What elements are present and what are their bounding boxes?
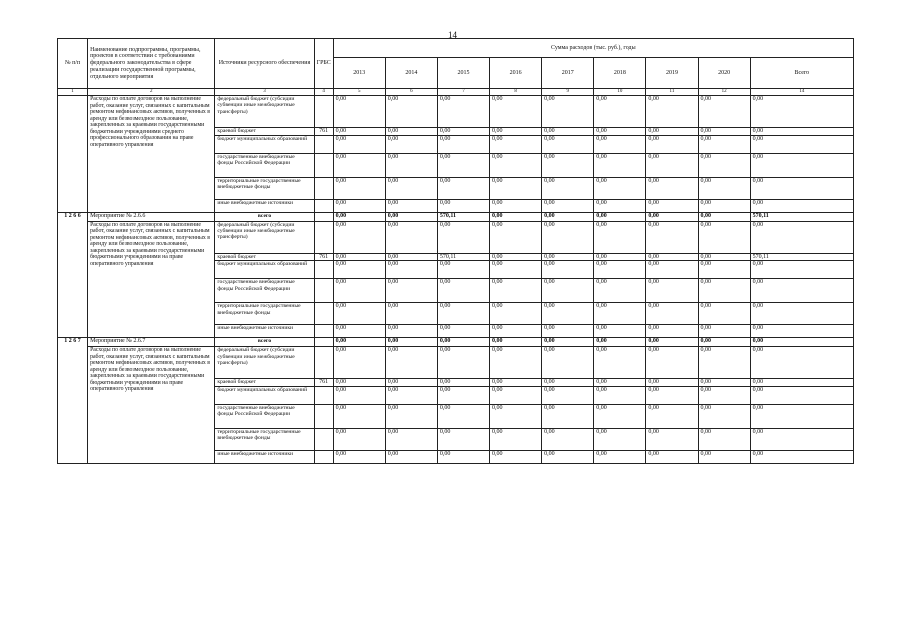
amount-cell: 0,00 [490, 387, 542, 405]
header-year: 2014 [385, 58, 437, 89]
amount-cell: 0,00 [437, 347, 489, 379]
amount-cell: 0,00 [698, 221, 750, 253]
header-sum: Сумма расходов (тыс. руб.), годы [333, 39, 853, 58]
amount-cell: 0,00 [385, 261, 437, 279]
amount-cell: 0,00 [646, 177, 698, 199]
amount-cell: 0,00 [698, 96, 750, 128]
funding-source: бюджет муниципальных образований [215, 387, 314, 405]
total-value: 0,00 [750, 338, 853, 347]
amount-cell: 0,00 [333, 128, 385, 136]
amount-cell: 0,00 [385, 199, 437, 212]
total-value: 0,00 [385, 212, 437, 221]
total-value: 0,00 [333, 212, 385, 221]
amount-cell: 0,00 [698, 253, 750, 261]
header-grbs: ГРБС [314, 39, 333, 89]
amount-cell: 0,00 [594, 347, 646, 379]
grbs-cell [314, 347, 333, 379]
amount-cell: 0,00 [698, 347, 750, 379]
amount-cell: 0,00 [490, 261, 542, 279]
amount-cell: 0,00 [490, 135, 542, 153]
amount-cell: 0,00 [490, 429, 542, 451]
funding-source: территориальные государственные внебюджетные фонды [215, 429, 314, 451]
amount-cell: 0,00 [646, 429, 698, 451]
column-index: 14 [750, 89, 853, 96]
expenditure-table [57, 38, 854, 464]
amount-cell: 0,00 [594, 405, 646, 429]
amount-cell: 0,00 [490, 177, 542, 199]
amount-cell: 0,00 [385, 177, 437, 199]
amount-cell: 0,00 [646, 261, 698, 279]
total-value: 0,00 [333, 338, 385, 347]
amount-cell: 0,00 [437, 96, 489, 128]
amount-cell: 0,00 [698, 261, 750, 279]
amount-cell: 0,00 [698, 177, 750, 199]
total-label: всего [215, 212, 314, 221]
grbs-cell [314, 405, 333, 429]
amount-cell: 0,00 [542, 128, 594, 136]
amount-cell: 0,00 [594, 96, 646, 128]
amount-cell: 0,00 [437, 261, 489, 279]
grbs-cell [314, 199, 333, 212]
amount-cell: 0,00 [646, 253, 698, 261]
total-value: 0,00 [698, 338, 750, 347]
amount-cell: 0,00 [333, 279, 385, 303]
amount-cell: 0,00 [437, 153, 489, 177]
funding-source: государственные внебюджетные фонды Российской Федерации [215, 279, 314, 303]
amount-cell: 570,11 [750, 253, 853, 261]
column-index: 1 [58, 89, 88, 96]
amount-cell: 0,00 [333, 135, 385, 153]
grbs-cell [314, 429, 333, 451]
page-number: 14 [448, 30, 457, 40]
amount-cell: 0,00 [542, 429, 594, 451]
amount-cell: 0,00 [594, 387, 646, 405]
amount-cell: 0,00 [646, 128, 698, 136]
amount-cell: 0,00 [698, 199, 750, 212]
amount-cell: 0,00 [698, 135, 750, 153]
amount-cell: 0,00 [646, 325, 698, 338]
amount-cell: 0,00 [646, 387, 698, 405]
amount-cell: 0,00 [750, 96, 853, 128]
header-year: 2016 [490, 58, 542, 89]
amount-cell: 0,00 [437, 429, 489, 451]
header-year: Всего [750, 58, 853, 89]
source-row [58, 96, 854, 128]
amount-cell: 0,00 [698, 303, 750, 325]
amount-cell: 0,00 [385, 279, 437, 303]
grbs-cell [314, 212, 333, 221]
amount-cell: 0,00 [750, 347, 853, 379]
total-value: 0,00 [542, 212, 594, 221]
amount-cell: 0,00 [646, 199, 698, 212]
amount-cell: 0,00 [594, 325, 646, 338]
grbs-cell [314, 177, 333, 199]
amount-cell: 0,00 [542, 451, 594, 464]
amount-cell: 0,00 [698, 379, 750, 387]
funding-source: федеральный бюджет (субсидии субвенции иные межбюджетные трансферты) [215, 96, 314, 128]
grbs-cell: 761 [314, 253, 333, 261]
header-year: 2015 [437, 58, 489, 89]
amount-cell: 0,00 [646, 221, 698, 253]
amount-cell: 0,00 [542, 261, 594, 279]
amount-cell: 0,00 [490, 451, 542, 464]
amount-cell: 0,00 [750, 405, 853, 429]
column-index: 5 [333, 89, 385, 96]
amount-cell: 0,00 [698, 325, 750, 338]
amount-cell: 0,00 [542, 387, 594, 405]
column-index: 8 [490, 89, 542, 96]
funding-source: бюджет муниципальных образований [215, 135, 314, 153]
funding-source: бюджет муниципальных образований [215, 261, 314, 279]
header-year: 2013 [333, 58, 385, 89]
total-value: 0,00 [698, 212, 750, 221]
amount-cell: 0,00 [333, 325, 385, 338]
amount-cell: 0,00 [698, 451, 750, 464]
source-row [58, 347, 854, 379]
amount-cell: 0,00 [333, 199, 385, 212]
header-no: № п/п [58, 39, 88, 89]
amount-cell: 0,00 [437, 387, 489, 405]
amount-cell: 0,00 [333, 303, 385, 325]
activity-description: Расходы по оплате договоров на выполнение работ, оказание услуг, связанных с капитальным ремонтом нефинансовых активов, полученных в аренду или безвозмездное пользование, закрепленных за краевыми государственными бюджетными учреждениями среднего профессионального образования на праве оперативного управления [88, 96, 215, 213]
funding-source: иные внебюджетные источники [215, 451, 314, 464]
total-value: 0,00 [490, 212, 542, 221]
amount-cell: 0,00 [542, 279, 594, 303]
grbs-cell [314, 261, 333, 279]
amount-cell: 0,00 [542, 405, 594, 429]
grbs-cell [314, 303, 333, 325]
amount-cell: 0,00 [698, 405, 750, 429]
funding-source: государственные внебюджетные фонды Российской Федерации [215, 153, 314, 177]
funding-source: иные внебюджетные источники [215, 325, 314, 338]
amount-cell: 0,00 [333, 451, 385, 464]
amount-cell: 0,00 [542, 221, 594, 253]
amount-cell: 0,00 [750, 279, 853, 303]
amount-cell: 0,00 [490, 347, 542, 379]
amount-cell: 0,00 [437, 221, 489, 253]
column-index: 9 [542, 89, 594, 96]
amount-cell: 0,00 [333, 177, 385, 199]
amount-cell: 0,00 [646, 135, 698, 153]
grbs-cell [314, 96, 333, 128]
amount-cell: 0,00 [385, 347, 437, 379]
amount-cell: 0,00 [542, 347, 594, 379]
grbs-cell [314, 387, 333, 405]
funding-source: краевой бюджет [215, 128, 314, 136]
grbs-cell: 761 [314, 379, 333, 387]
amount-cell: 0,00 [594, 429, 646, 451]
amount-cell: 0,00 [542, 379, 594, 387]
total-value: 0,00 [646, 338, 698, 347]
amount-cell: 0,00 [437, 199, 489, 212]
amount-cell: 0,00 [385, 153, 437, 177]
amount-cell: 0,00 [594, 177, 646, 199]
amount-cell: 0,00 [542, 96, 594, 128]
amount-cell: 0,00 [385, 429, 437, 451]
activity-title: Мероприятие № 2.6.6 [88, 212, 215, 221]
amount-cell: 0,00 [490, 303, 542, 325]
amount-cell: 0,00 [750, 177, 853, 199]
amount-cell: 0,00 [594, 253, 646, 261]
amount-cell: 0,00 [542, 199, 594, 212]
amount-cell: 0,00 [385, 387, 437, 405]
grbs-cell [314, 135, 333, 153]
amount-cell: 0,00 [594, 199, 646, 212]
column-index: 12 [698, 89, 750, 96]
amount-cell: 0,00 [594, 379, 646, 387]
amount-cell: 0,00 [594, 153, 646, 177]
amount-cell: 0,00 [646, 96, 698, 128]
funding-source: краевой бюджет [215, 379, 314, 387]
header-year: 2020 [698, 58, 750, 89]
amount-cell: 0,00 [490, 405, 542, 429]
activity-description: Расходы по оплате договоров на выполнение работ, оказание услуг, связанных с капитальным ремонтом нефинансовых активов, полученных в аренду или безвозмездное пользование, закрепленных за краевыми государственными бюджетными учреждениями на праве оперативного управления [88, 221, 215, 338]
amount-cell: 0,00 [333, 429, 385, 451]
amount-cell: 0,00 [437, 379, 489, 387]
amount-cell: 0,00 [750, 325, 853, 338]
activity-code [58, 96, 88, 213]
amount-cell: 0,00 [542, 177, 594, 199]
amount-cell: 0,00 [542, 303, 594, 325]
amount-cell: 0,00 [437, 451, 489, 464]
amount-cell: 0,00 [385, 379, 437, 387]
grbs-cell [314, 153, 333, 177]
funding-source: территориальные государственные внебюджетные фонды [215, 177, 314, 199]
amount-cell: 0,00 [542, 253, 594, 261]
column-index: 2 [88, 89, 215, 96]
amount-cell: 0,00 [490, 325, 542, 338]
amount-cell: 0,00 [490, 253, 542, 261]
grbs-cell [314, 279, 333, 303]
amount-cell: 0,00 [594, 135, 646, 153]
grbs-cell [314, 338, 333, 347]
amount-cell: 0,00 [698, 429, 750, 451]
amount-cell: 0,00 [646, 303, 698, 325]
amount-cell: 0,00 [490, 153, 542, 177]
total-label: всего [215, 338, 314, 347]
amount-cell: 0,00 [385, 135, 437, 153]
amount-cell: 0,00 [646, 279, 698, 303]
amount-cell: 0,00 [646, 347, 698, 379]
column-index: 10 [594, 89, 646, 96]
header-year: 2018 [594, 58, 646, 89]
activity-code: 1 2 6 6 [58, 212, 88, 338]
amount-cell: 0,00 [750, 153, 853, 177]
amount-cell: 0,00 [385, 325, 437, 338]
grbs-cell: 761 [314, 128, 333, 136]
total-value: 0,00 [594, 338, 646, 347]
column-index: 3 [215, 89, 314, 96]
amount-cell: 0,00 [385, 128, 437, 136]
grbs-cell [314, 451, 333, 464]
amount-cell: 0,00 [333, 261, 385, 279]
amount-cell: 0,00 [437, 128, 489, 136]
amount-cell: 0,00 [594, 451, 646, 464]
amount-cell: 0,00 [437, 405, 489, 429]
amount-cell: 0,00 [333, 253, 385, 261]
amount-cell: 0,00 [333, 153, 385, 177]
amount-cell: 0,00 [646, 153, 698, 177]
amount-cell: 0,00 [698, 153, 750, 177]
funding-source: иные внебюджетные источники [215, 199, 314, 212]
header-source: Источники ресурсного обеспечения [215, 39, 314, 89]
total-row [58, 338, 854, 347]
amount-cell: 0,00 [490, 221, 542, 253]
amount-cell: 0,00 [750, 303, 853, 325]
column-index: 11 [646, 89, 698, 96]
total-value: 0,00 [437, 338, 489, 347]
amount-cell: 570,11 [437, 253, 489, 261]
funding-source: федеральный бюджет (субсидии субвенции иные межбюджетные трансферты) [215, 221, 314, 253]
total-value: 0,00 [490, 338, 542, 347]
funding-source: краевой бюджет [215, 253, 314, 261]
activity-code: 1 2 6 7 [58, 338, 88, 464]
total-value: 570,11 [437, 212, 489, 221]
column-index: 6 [385, 89, 437, 96]
amount-cell: 0,00 [594, 303, 646, 325]
amount-cell: 0,00 [385, 303, 437, 325]
amount-cell: 0,00 [385, 221, 437, 253]
amount-cell: 0,00 [437, 325, 489, 338]
amount-cell: 0,00 [698, 387, 750, 405]
amount-cell: 0,00 [698, 279, 750, 303]
amount-cell: 0,00 [437, 177, 489, 199]
funding-source: государственные внебюджетные фонды Российской Федерации [215, 405, 314, 429]
amount-cell: 0,00 [750, 379, 853, 387]
amount-cell: 0,00 [490, 199, 542, 212]
amount-cell: 0,00 [750, 128, 853, 136]
amount-cell: 0,00 [490, 96, 542, 128]
amount-cell: 0,00 [594, 128, 646, 136]
amount-cell: 0,00 [333, 347, 385, 379]
amount-cell: 0,00 [542, 153, 594, 177]
amount-cell: 0,00 [750, 387, 853, 405]
amount-cell: 0,00 [437, 135, 489, 153]
amount-cell: 0,00 [490, 279, 542, 303]
amount-cell: 0,00 [385, 253, 437, 261]
amount-cell: 0,00 [646, 451, 698, 464]
funding-source: территориальные государственные внебюджетные фонды [215, 303, 314, 325]
amount-cell: 0,00 [750, 451, 853, 464]
amount-cell: 0,00 [750, 221, 853, 253]
amount-cell: 0,00 [646, 379, 698, 387]
total-value: 0,00 [594, 212, 646, 221]
total-row [58, 212, 854, 221]
amount-cell: 0,00 [542, 325, 594, 338]
amount-cell: 0,00 [333, 387, 385, 405]
header-year: 2017 [542, 58, 594, 89]
amount-cell: 0,00 [750, 429, 853, 451]
amount-cell: 0,00 [385, 405, 437, 429]
amount-cell: 0,00 [385, 451, 437, 464]
amount-cell: 0,00 [490, 379, 542, 387]
activity-title: Мероприятие № 2.6.7 [88, 338, 215, 347]
amount-cell: 0,00 [750, 261, 853, 279]
amount-cell: 0,00 [542, 135, 594, 153]
amount-cell: 0,00 [698, 128, 750, 136]
amount-cell: 0,00 [646, 405, 698, 429]
amount-cell: 0,00 [385, 96, 437, 128]
funding-source: федеральный бюджет (субсидии субвенции иные межбюджетные трансферты) [215, 347, 314, 379]
header-name: Наименование подпрограммы, программы, проектов в соответствии с требованиями федерального законодательства в сфере реализации государственной программы, отдельного мероприятия [88, 39, 215, 89]
total-value: 0,00 [646, 212, 698, 221]
amount-cell: 0,00 [333, 405, 385, 429]
amount-cell: 0,00 [594, 279, 646, 303]
header-year: 2019 [646, 58, 698, 89]
amount-cell: 0,00 [437, 279, 489, 303]
amount-cell: 0,00 [594, 261, 646, 279]
grbs-cell [314, 325, 333, 338]
amount-cell: 0,00 [594, 221, 646, 253]
total-value: 0,00 [542, 338, 594, 347]
grbs-cell [314, 221, 333, 253]
amount-cell: 0,00 [333, 96, 385, 128]
amount-cell: 0,00 [437, 303, 489, 325]
column-index: 4 [314, 89, 333, 96]
amount-cell: 0,00 [750, 135, 853, 153]
source-row [58, 221, 854, 253]
amount-cell: 0,00 [333, 221, 385, 253]
activity-description: Расходы по оплате договоров на выполнение работ, оказание услуг, связанных с капитальным ремонтом нефинансовых активов, полученных в аренду или безвозмездное пользование, закрепленных за краевыми государственными бюджетными учреждениями на праве оперативного управления [88, 347, 215, 464]
amount-cell: 0,00 [490, 128, 542, 136]
amount-cell: 0,00 [750, 199, 853, 212]
total-value: 0,00 [385, 338, 437, 347]
amount-cell: 0,00 [333, 379, 385, 387]
column-index: 7 [437, 89, 489, 96]
total-value: 570,11 [750, 212, 853, 221]
